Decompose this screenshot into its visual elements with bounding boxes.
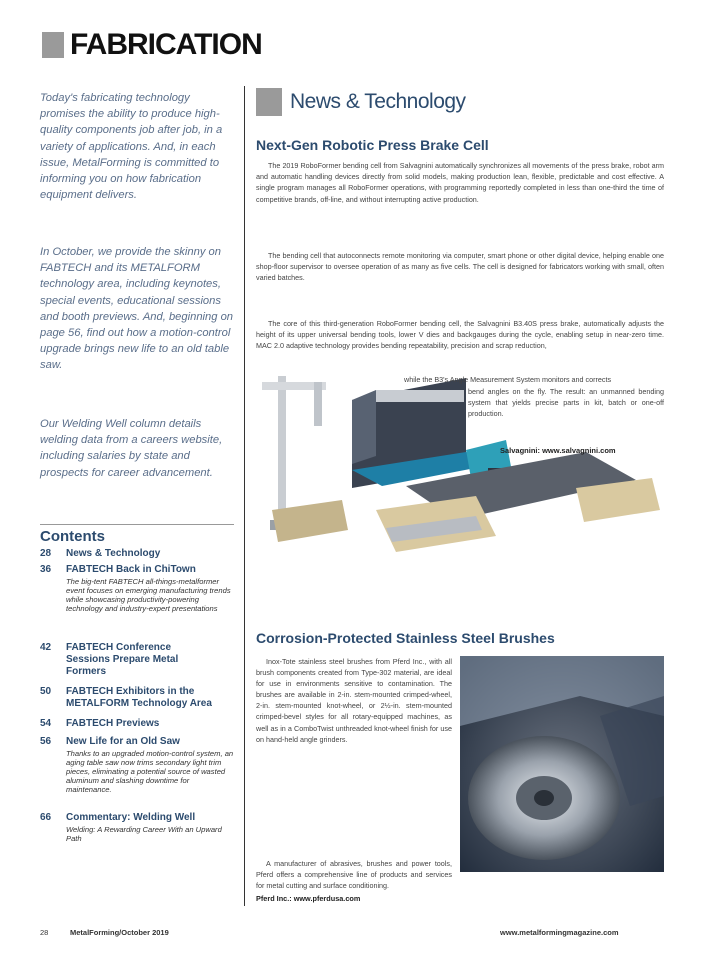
article-1-paragraph-1: The 2019 RoboFormer bending cell from Salvagnini automatically synchronizes all movements of the press brake, robot arm and automatic handling devices directly from solid models, making production lean, flexible, predictable and cost effective. A single program manages all RoboFormer operations, with programming reportedly completed in less than one-third the time of competitive brands, off-line, and without interrupting active production. [256,161,664,204]
section-marker [42,32,64,58]
article-1-title: Next-Gen Robotic Press Brake Cell [256,137,489,153]
toc-item[interactable] [40,736,236,806]
intro-paragraph-1: Today's fabricating technology promises the ability to produce high-quality components job after job, in a variety of applications. And, in each issue, MetalForming is committed to informing you on how fabrication equipment delivers. [40,92,223,202]
website-link[interactable]: www.metalformingmagazine.com [500,928,619,937]
publication-info: MetalForming/October 2019 [70,928,169,937]
page-number: 28 [40,928,49,937]
toc-item[interactable] [40,686,236,714]
article-1-credit: Salvagnini: www.salvagnini.com [500,446,616,455]
toc-title: News & Technology [66,548,161,559]
toc-page-number: 56 [40,736,52,747]
toc-title: Commentary: Welding Well [66,812,196,823]
toc-item[interactable] [40,718,236,732]
article-1-paragraph-3: The core of this third-generation RoboFormer bending cell, the Salvagnini B3.40S press brake, automatically adjusts the height of its upper universal bending tools, lower V dies and backgauges during the cycle, enabling setup in near-zero time. MAC 2.0 adaptive technology provides bending repeatability, precision and scrap reduction, [256,319,664,351]
toc-page-number: 54 [40,718,52,729]
toc-item[interactable] [40,812,236,846]
toc-page-number: 42 [40,642,52,653]
toc-item[interactable] [40,564,236,626]
article-1-paragraph-5: bend angles on the fly. The result: an unmanned bending system that yields precise parts in kit, batch or one-off production. [468,387,664,419]
news-marker [256,88,282,116]
article-2-title: Corrosion-Protected Stainless Steel Brushes [256,630,555,646]
contents-heading: Contents [40,528,105,545]
toc-item[interactable] [40,548,236,562]
section-title: FABRICATION [70,28,262,61]
toc-entry [66,812,236,843]
toc-page-number: 36 [40,564,52,575]
news-header: News & Technology [290,90,466,113]
toc-description: Thanks to an upgraded motion-control system, an aging table saw now trims secondary light trim pieces, eliminating a potential source of wasted aluminum and slashing downtime for maintenance. [66,749,234,794]
brush-arbor [534,790,554,806]
toc-title: New Life for an Old Saw [66,736,180,747]
press-brake-side [352,390,376,464]
toc-title: FABTECH Exhibitors in the METALFORM Technology Area [66,686,212,709]
toc-description: The big-tent FABTECH all-things-metalformer event focuses on emerging manufacturing trends while showcasing productivity-powering technology and industry-expert presentations [66,577,231,613]
article-2-paragraph-1: Inox-Tote stainless steel brushes from Pferd Inc., with all brush components created from Type-302 material, are ideal for use in environments sensitive to contamination. The brushes are available in 2-in. stem-mounted crimped-wheel, 2-in. stem-mounted knot-wheel, or 2½-in. stem-mounted crimped-bevel styles for all rotary-equipped machines, as well as in a ComboTwist unthreaded knot-wheel finish for use on hand-held angle grinders. [256,657,452,744]
toc-page-number: 66 [40,812,52,823]
toc-title: FABTECH Back in ChiTown [66,564,196,575]
toc-title: FABTECH Conference Sessions Prepare Metal Formers [66,642,179,677]
gantry-post [278,376,286,526]
toc-title: FABTECH Previews [66,718,160,729]
column-divider [244,86,245,906]
article-1-paragraph-4: while the B3's Angle Measurement System monitors and corrects [404,375,612,384]
toc-page-number: 28 [40,548,52,559]
toc-page-number: 50 [40,686,52,697]
toc-item[interactable] [40,642,236,682]
intro-paragraph-3: Our Welding Well column details welding data from a careers website, including salaries by state and prospects for career advancement. [40,418,223,479]
toc-entry [66,564,236,613]
gantry-drop [314,382,322,426]
article-2-paragraph-2: A manufacturer of abrasives, brushes and power tools, Pferd offers a comprehensive line of products and services for metal cutting and surface conditioning. [256,859,452,891]
toc-description: Welding: A Rewarding Career With an Upward Path [66,825,222,843]
article-1-paragraph-2: The bending cell that autoconnects remote monitoring via computer, smart phone or other digital device, helping enable one shop-floor supervisor to oversee operation of as many as five cells. The cell is designed for fabricators working with small, often varied batches. [256,251,664,283]
toc-entry [66,736,236,794]
contents-divider [40,524,234,525]
article-2-credit: Pferd Inc.: www.pferdusa.com [256,894,361,903]
press-brake-top-band [376,390,464,402]
intro-paragraph-2: In October, we provide the skinny on FABTECH and its METALFORM technology area, including keynotes, special events, educational sessions and booth previews. And, beginning on page 56, find out how a motion-control upgrade brings new life to an old table saw. [40,246,234,372]
brush-photo [460,656,664,872]
